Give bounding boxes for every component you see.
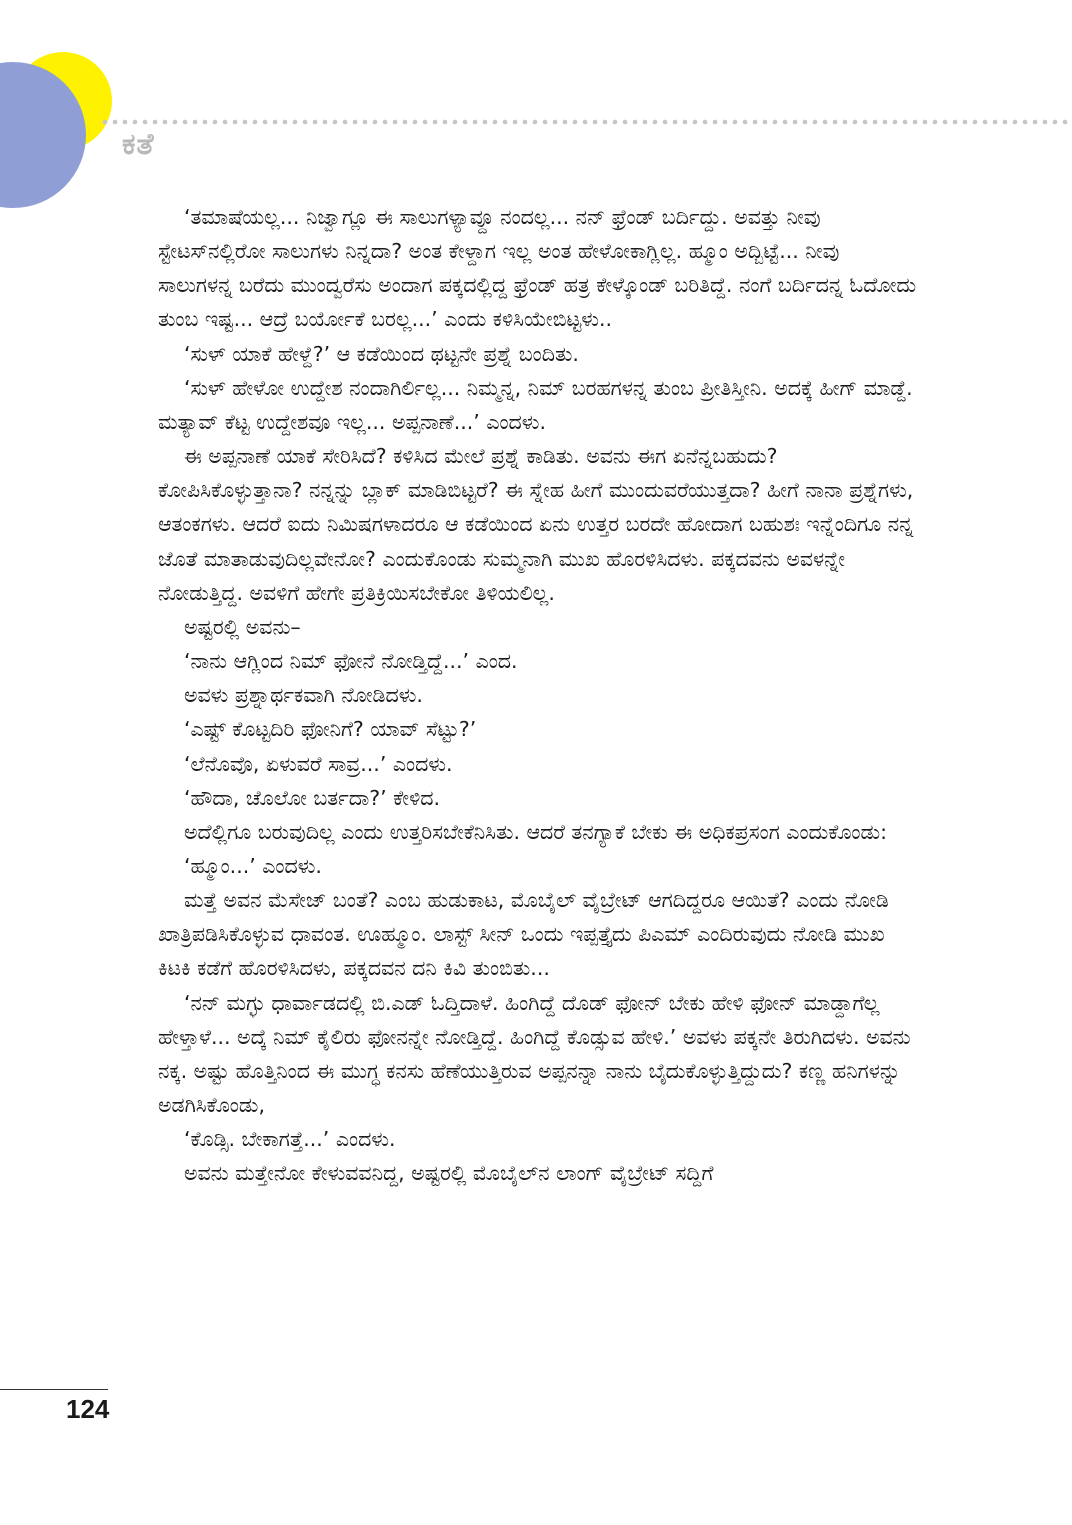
story-paragraph: ‘ಎಷ್ಟ್ ಕೊಟ್ಟದಿರಿ ಫೋನಿಗೆ? ಯಾವ್ ಸೆಟ್ಟು?’	[184, 717, 477, 742]
story-paragraph: ‘ಸುಳ್ ಯಾಕೆ ಹೇಳ್ದೆ?’ ಆ ಕಡೆಯಿಂದ ಥಟ್ಟನೇ ಪ್ರಶ್ನೆ ಬಂದಿತು.	[184, 341, 579, 366]
story-paragraph: ‘ಸುಳ್ ಹೇಳೋ ಉದ್ದೇಶ ನಂದಾಗಿರ್ಲಿಲ್ಲ... ನಿಮ್ಮನ್ನ, ನಿಮ್ ಬರಹಗಳನ್ನ ತುಂಬ ಪ್ರೀತಿಸ್ತೀನಿ. ಅದಕ್ಕೆ ಹೀಗ್ ಮಾಡ್ದೆ. ಮತ್ಯಾವ್ ಕೆಟ್ಟ ಉದ್ದೇಶವೂ ಇಲ್ಲ... ಅಪ್ಪನಾಣೆ...’ ಎಂದಳು.	[158, 375, 913, 434]
story-paragraph: ಈ ಅಪ್ಪನಾಣೆ ಯಾಕೆ ಸೇರಿಸಿದೆ? ಕಳಿಸಿದ ಮೇಲೆ ಪ್ರಶ್ನೆ ಕಾಡಿತು. ಅವನು ಈಗ ಏನೆನ್ನಬಹುದು? ಕೋಪಿಸಿಕೊಳ್ಳುತ್ತಾನಾ? ನನ್ನನ್ನು ಬ್ಲಾಕ್ ಮಾಡಿಬಿಟ್ಟರೆ? ಈ ಸ್ನೇಹ ಹೀಗೆ ಮುಂದುವರೆಯುತ್ತದಾ? ಹೀಗೆ ನಾನಾ ಪ್ರಶ್ನೆಗಳು, ಆತಂಕಗಳು. ಆದರೆ ಐದು ನಿಮಿಷಗಳಾದರೂ ಆ ಕಡೆಯಿಂದ ಏನು ಉತ್ತರ ಬರದೇ ಹೋದಾಗ ಬಹುಶಃ ಇನ್ನೆಂದಿಗೂ ನನ್ನ ಜೊತೆ ಮಾತಾಡುವುದಿಲ್ಲವೇನೋ? ಎಂದುಕೊಂಡು ಸುಮ್ಮನಾಗಿ ಮುಖ ಹೊರಳಿಸಿದಳು. ಪಕ್ಕದವನು ಅವಳನ್ನೇ ನೋಡುತ್ತಿದ್ದ. ಅವಳಿಗೆ ಹೇಗೇ ಪ್ರತಿಕ್ರಿಯಿಸಬೇಕೋ ತಿಳಿಯಲಿಲ್ಲ.	[158, 444, 914, 605]
dotted-header-rule	[100, 119, 1072, 125]
story-paragraph: ಅದೆಲ್ಲಿಗೂ ಬರುವುದಿಲ್ಲ ಎಂದು ಉತ್ತರಿಸಬೇಕೆನಿಸಿತು. ಆದರೆ ತನಗ್ಯಾಕೆ ಬೇಕು ಈ ಅಧಿಕಪ್ರಸಂಗ ಎಂದುಕೊಂಡು:	[184, 819, 887, 844]
footer-rule	[0, 1389, 108, 1390]
story-paragraph: ‘ತಮಾಷೆಯಲ್ಲ... ನಿಜ್ವಾಗ್ಲೂ ಈ ಸಾಲುಗಳ್ಯಾವ್ದೂ ನಂದಲ್ಲ... ನನ್ ಫ್ರೆಂಡ್ ಬರ್ದಿದ್ದು. ಅವತ್ತು ನೀವು ಸ್ಟೇಟಸ್‌ನಲ್ಲಿರೋ ಸಾಲುಗಳು ನಿನ್ನದಾ? ಅಂತ ಕೇಳ್ದಾಗ ಇಲ್ಲ ಅಂತ ಹೇಳೋಕಾಗ್ಲಿಲ್ಲ. ಹ್ಮೂಂ ಅದ್ಬಿಟ್ಟೆ... ನೀವು ಸಾಲುಗಳನ್ನ ಬರೆದು ಮುಂದ್ವರೆಸು ಅಂದಾಗ ಪಕ್ಕದಲ್ಲಿದ್ದ ಫ್ರೆಂಡ್ ಹತ್ರ ಕೇಳ್ಕೊಂಡ್ ಬರಿತಿದ್ದೆ. ನಂಗೆ ಬರ್ದಿದನ್ನ ಓದೋದು ತುಂಬ ಇಷ್ಟ... ಆದ್ರೆ ಬರ್ಯೋಕೆ ಬರಲ್ಲ...’ ಎಂದು ಕಳಿಸಿಯೇಬಿಟ್ಟಳು..	[158, 205, 917, 332]
story-paragraph: ‘ಹ್ಮೂಂ...’ ಎಂದಳು.	[184, 853, 322, 878]
story-paragraph: ಅವನು ಮತ್ತೇನೋ ಕೇಳುವವನಿದ್ದ, ಅಷ್ಟರಲ್ಲಿ ಮೊಬೈಲ್‌ನ ಲಾಂಗ್ ವೈಬ್ರೇಟ್ ಸದ್ದಿಗೆ	[184, 1161, 714, 1186]
story-paragraph: ಅಷ್ಟರಲ್ಲಿ ಅವನು–	[184, 614, 301, 639]
story-paragraph: ‘ನಾನು ಆಗ್ಲಿಂದ ನಿಮ್ ಫೋನೆ ನೋಡ್ತಿದ್ದೆ...’ ಎಂದ.	[184, 649, 518, 674]
section-label: ಕತೆ	[122, 127, 155, 162]
page-number: 124	[66, 1394, 110, 1424]
story-paragraph: ‘ಹೌದಾ, ಚೊಲೋ ಬರ್ತದಾ?’ ಕೇಳಿದ.	[184, 785, 441, 810]
story-paragraph: ‘ನನ್ ಮಗ್ಳು ಧಾರ್ವಾಡದಲ್ಲಿ ಬಿ.ಎಡ್ ಓದ್ತಿದಾಳೆ. ಹಿಂಗಿದ್ದೆ ದೊಡ್ ಫೋನ್ ಬೇಕು ಹೇಳಿ ಫೋನ್ ಮಾಡ್ದಾಗೆಲ್ಲ ಹೇಳ್ತಾಳೆ... ಅದ್ಕೆ ನಿಮ್ ಕೈಲಿರು ಫೋನನ್ನೇ ನೋಡ್ತಿದ್ದೆ. ಹಿಂಗಿದ್ದೆ ಕೊಡ್ಸುವ ಹೇಳಿ.’ ಅವಳು ಪಕ್ಕನೇ ತಿರುಗಿದಳು. ಅವನು ನಕ್ಕ. ಅಷ್ಟು ಹೊತ್ತಿನಿಂದ ಈ ಮುಗ್ಧ ಕನಸು ಹೆಣೆಯುತ್ತಿರುವ ಅಪ್ಪನನ್ನಾ ನಾನು ಬೈದುಕೊಳ್ಳುತ್ತಿದ್ದುದು? ಕಣ್ಣ ಹನಿಗಳನ್ನು ಅಡಗಿಸಿಕೊಂಡು,	[158, 990, 911, 1118]
story-paragraph: ‘ಕೊಡ್ಸಿ. ಬೇಕಾಗತ್ತೆ...’ ಎಂದಳು.	[184, 1127, 396, 1152]
story-paragraph: ‘ಲೆನೊವೊ, ಏಳುವರೆ ಸಾವ್ರ...’ ಎಂದಳು.	[184, 751, 453, 776]
story-paragraph: ಮತ್ತೆ ಅವನ ಮೆಸೇಜ್ ಬಂತೆ? ಎಂಬ ಹುಡುಕಾಟ, ಮೊಬೈಲ್ ವೈಬ್ರೇಟ್ ಆಗದಿದ್ದರೂ ಆಯಿತೆ? ಎಂದು ನೋಡಿ ಖಾತ್ರಿಪಡಿಸಿಕೊಳ್ಳುವ ಧಾವಂತ. ಊಹ್ಮೂಂ. ಲಾಸ್ಟ್ ಸೀನ್ ಒಂದು ಇಪ್ಪತ್ತೈದು ಪಿಎಮ್ ಎಂದಿರುವುದು ನೋಡಿ ಮುಖ ಕಿಟಕಿ ಕಡೆಗೆ ಹೊರಳಿಸಿದಳು, ಪಕ್ಕದವನ ದನಿ ಕಿವಿ ತುಂಬಿತು...	[158, 888, 889, 981]
story-paragraph: ಅವಳು ಪ್ರಶ್ನಾರ್ಥಕವಾಗಿ ನೋಡಿದಳು.	[184, 683, 423, 708]
story-body	[158, 200, 918, 1191]
